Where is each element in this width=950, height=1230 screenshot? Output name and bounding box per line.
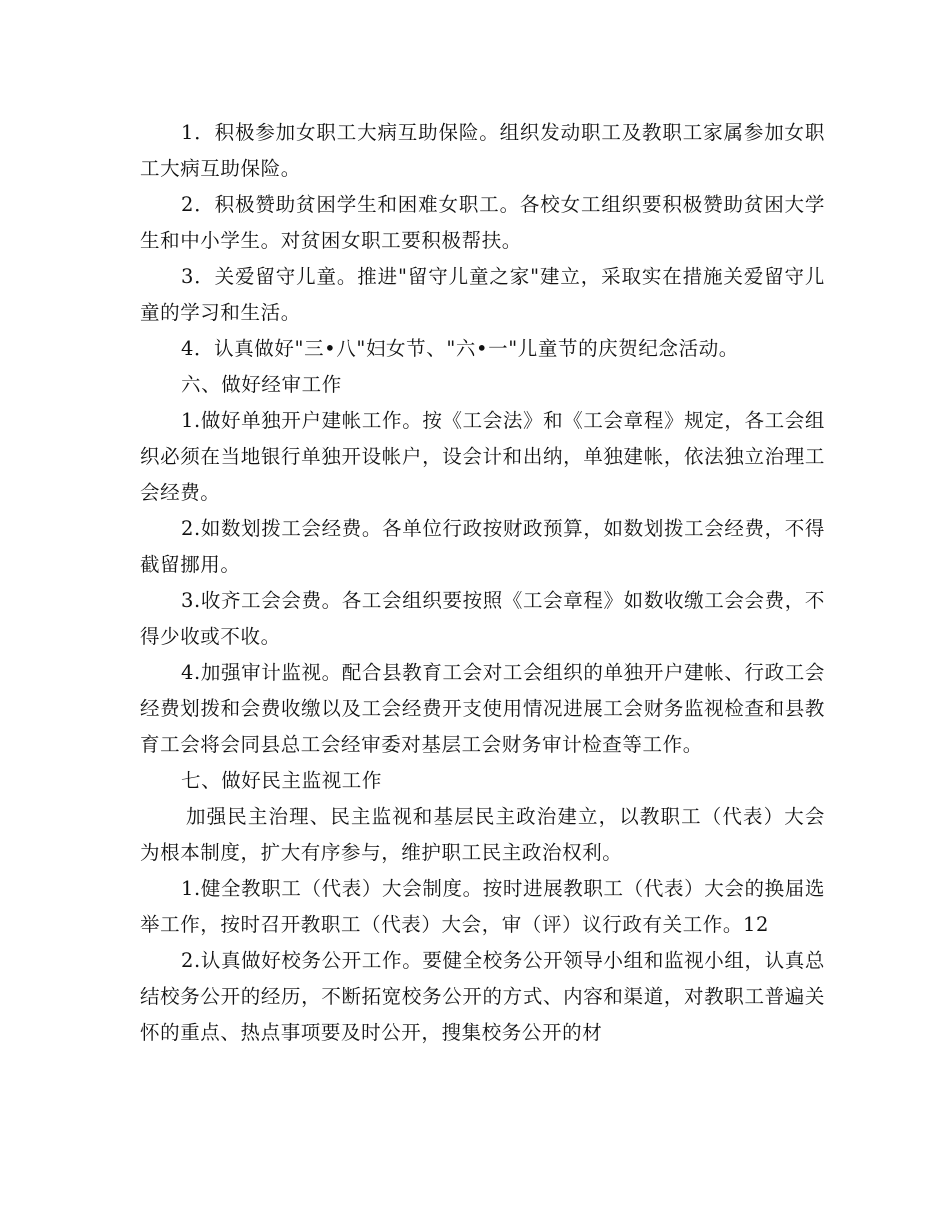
paragraph-audit-supervision: 4.加强审计监视。配合县教育工会对工会组织的单独开户建帐、行政工会经费划拨和会费收缴以及工会经费开支使用情况进展工会财务监视检查和县教育工会将会同县总工会经审委对基层工会财务审计检查等工作。 bbox=[140, 661, 825, 756]
paragraph-democratic-governance: 加强民主治理、民主监视和基层民主政治建立，以教职工（代表）大会为根本制度，扩大有序参与，维护职工民主政治权利。 bbox=[140, 805, 825, 864]
paragraph-poverty-aid: 2．积极赞助贫困学生和困难女职工。各校女工组织要积极赞助贫困大学生和中小学生。对贫困女职工要积极帮扶。 bbox=[140, 193, 825, 252]
section-heading-audit: 六、做好经审工作 bbox=[181, 373, 342, 396]
section-heading-democracy: 七、做好民主监视工作 bbox=[181, 769, 383, 792]
paragraph-school-affairs: 2.认真做好校务公开工作。要健全校务公开领导小组和监视小组，认真总结校务公开的经历，不断拓宽校务公开的方式、内容和渠道，对教职工普遍关怀的重点、热点事项要及时公开，搜集校务公开的材 bbox=[140, 949, 825, 1044]
paragraph-fund-allocation: 2.如数划拨工会经费。各单位行政按财政预算，如数划拨工会经费，不得截留挪用。 bbox=[140, 517, 825, 576]
paragraph-women-insurance: 1．积极参加女职工大病互助保险。组织发动职工及教职工家属参加女职工大病互助保险。 bbox=[140, 121, 825, 180]
paragraph-dues-collection: 3.收齐工会会费。各工会组织要按照《工会章程》如数收缴工会会费，不得少收或不收。 bbox=[140, 589, 825, 648]
paragraph-left-behind-children: 3．关爱留守儿童。推进"留守儿童之家"建立，采取实在措施关爱留守儿童的学习和生活。 bbox=[140, 265, 825, 324]
paragraph-festival-activities: 4．认真做好"三•八"妇女节、"六•一"儿童节的庆贺纪念活动。 bbox=[181, 337, 739, 360]
document-body bbox=[140, 115, 825, 1051]
paragraph-separate-account: 1.做好单独开户建帐工作。按《工会法》和《工会章程》规定，各工会组织必须在当地银行单独开设帐户，设会计和出纳，单独建帐，依法独立治理工会经费。 bbox=[140, 409, 825, 504]
paragraph-staff-congress: 1.健全教职工（代表）大会制度。按时进展教职工（代表）大会的换届选举工作，按时召开教职工（代表）大会，审（评）议行政有关工作。12 bbox=[140, 877, 825, 936]
